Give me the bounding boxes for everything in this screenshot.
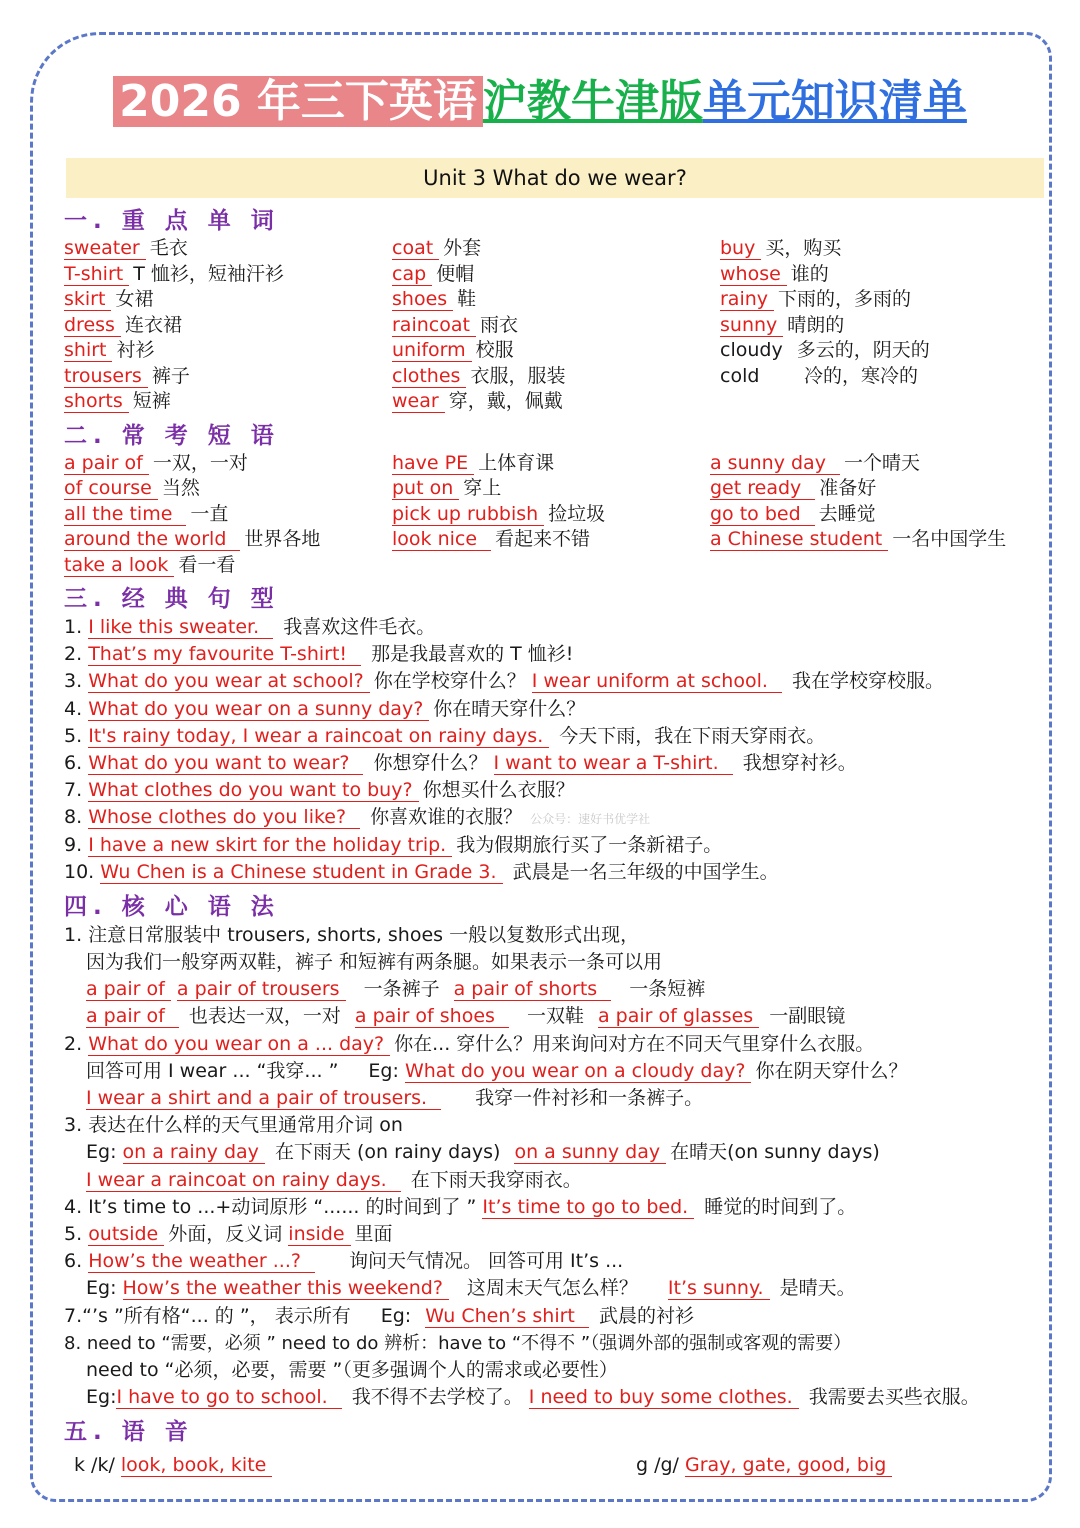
grammar-en: I wear a shirt and a pair of trousers. bbox=[86, 1087, 441, 1110]
word-en: buy bbox=[720, 237, 761, 260]
phrase-item bbox=[64, 553, 392, 579]
grammar-cn: 你在阴天穿什么？ bbox=[755, 1059, 908, 1082]
grammar-number: 2. bbox=[64, 1032, 83, 1055]
sentence-en: I like this sweater. bbox=[88, 616, 273, 639]
title-part-checklist: 单元知识清单 bbox=[702, 76, 967, 127]
phrase-cn: 去睡觉 bbox=[818, 502, 876, 525]
word-cn: 雨衣 bbox=[479, 313, 518, 336]
grammar-line bbox=[64, 1303, 1044, 1330]
grammar-cn: 我需要去买些衣服。 bbox=[808, 1386, 980, 1409]
word-en: cold bbox=[720, 364, 760, 387]
page-title bbox=[0, 66, 1080, 138]
grammar-list bbox=[64, 922, 1044, 1411]
word-cn: 衣服，服装 bbox=[470, 364, 566, 387]
grammar-cn: 一副眼镜 bbox=[769, 1005, 846, 1028]
grammar-eg: Eg: bbox=[368, 1059, 399, 1082]
grammar-line bbox=[64, 1194, 1044, 1221]
word-cn: 下雨的，多雨的 bbox=[778, 288, 912, 310]
grammar-en: on a rainy day bbox=[123, 1141, 265, 1164]
sentence-number: 6. bbox=[64, 751, 83, 774]
word-cn: 短裤 bbox=[132, 390, 171, 412]
grammar-cn: 里面 bbox=[354, 1222, 393, 1245]
grammar-text: 4. It’s time to ...+动词原形 “...... 的时间到了 ” bbox=[64, 1195, 477, 1218]
grammar-line: 1. 注意日常服装中 trousers, shorts, shoes 一般以复数形式出现， bbox=[64, 923, 640, 946]
grammar-en: a pair of glasses bbox=[598, 1005, 759, 1028]
phrase-en: a Chinese student bbox=[710, 528, 888, 551]
sentence-number: 5. bbox=[64, 724, 83, 747]
phrase-cn: 看一看 bbox=[178, 553, 236, 576]
word-en: sweater bbox=[64, 237, 146, 260]
sentence-cn: 你在学校穿什么？ bbox=[373, 670, 526, 693]
sentence-list bbox=[64, 614, 1044, 886]
sentence-item bbox=[64, 723, 1044, 750]
word-cn: 穿，戴，佩戴 bbox=[448, 390, 563, 412]
section-heading-phrases: 二. 常 考 短 语 bbox=[64, 422, 280, 449]
phrase-columns bbox=[64, 451, 1044, 579]
title-part-grade: 2026 年三下英语 bbox=[113, 76, 483, 127]
phrase-column-1 bbox=[64, 451, 392, 579]
sentence-en-answer: I want to wear a T-shirt. bbox=[494, 752, 733, 775]
sentence-cn: 你想穿什么？ bbox=[373, 751, 488, 774]
word-item bbox=[392, 338, 720, 364]
phrase-en: get ready bbox=[710, 477, 815, 500]
sentence-item bbox=[64, 859, 1044, 886]
grammar-line bbox=[64, 1248, 1044, 1275]
grammar-en: What do you wear on a cloudy day? bbox=[405, 1060, 752, 1083]
sentence-number: 4. bbox=[64, 697, 83, 720]
grammar-line bbox=[64, 1221, 1044, 1248]
sentence-cn: 你喜欢谁的衣服？ bbox=[370, 806, 523, 829]
word-item bbox=[392, 389, 720, 415]
grammar-line: 3. 表达在什么样的天气里通常用介词 on bbox=[64, 1114, 403, 1137]
word-cn: 校服 bbox=[475, 339, 514, 361]
phrase-cn: 一直 bbox=[190, 502, 229, 525]
grammar-en: I need to buy some clothes. bbox=[529, 1386, 799, 1409]
word-item bbox=[720, 262, 1044, 288]
word-column-2 bbox=[392, 236, 720, 415]
word-item bbox=[392, 287, 720, 313]
sentence-en-answer: I wear uniform at school. bbox=[532, 670, 782, 693]
phrase-en: all the time bbox=[64, 503, 186, 526]
grammar-line bbox=[64, 1139, 1044, 1166]
grammar-line bbox=[64, 1085, 1044, 1112]
word-cn: 谁的 bbox=[790, 262, 829, 285]
phrase-item bbox=[392, 527, 710, 553]
word-columns bbox=[64, 236, 1044, 415]
grammar-cn: 询问天气情况。 回答可用 It’s ... bbox=[348, 1250, 624, 1273]
sentence-item bbox=[64, 614, 1044, 641]
grammar-line bbox=[64, 976, 1044, 1003]
word-en: uniform bbox=[392, 339, 472, 362]
grammar-cn: 这周末天气怎么样？ bbox=[466, 1277, 638, 1300]
phrase-cn: 上体育课 bbox=[478, 451, 555, 474]
phrase-item bbox=[392, 451, 710, 477]
word-item bbox=[64, 313, 392, 339]
phrase-column-2 bbox=[392, 451, 710, 579]
sentence-number: 3. bbox=[64, 670, 83, 693]
sentence-cn: 你在晴天穿什么？ bbox=[433, 697, 586, 720]
word-en: sunny bbox=[720, 314, 783, 337]
word-column-3 bbox=[720, 236, 1044, 415]
word-en: skirt bbox=[64, 288, 111, 311]
sentence-cn: 我为假期旅行买了一条新裙子。 bbox=[456, 833, 723, 856]
word-cn: 衬衫 bbox=[116, 339, 155, 361]
phrase-item bbox=[710, 527, 1044, 553]
phonics-words: Gray, gate, good, big bbox=[685, 1454, 892, 1477]
phrase-en: pick up rubbish bbox=[392, 503, 544, 526]
sentence-number: 9. bbox=[64, 833, 83, 856]
sentence-number: 8. bbox=[64, 806, 83, 829]
sentence-en: What do you want to wear? bbox=[88, 752, 363, 775]
grammar-line bbox=[64, 1384, 1044, 1411]
phrase-cn: 一个晴天 bbox=[843, 451, 920, 474]
grammar-en: I wear a raincoat on rainy days. bbox=[86, 1169, 401, 1192]
grammar-cn: 武晨的衬衫 bbox=[598, 1304, 694, 1327]
phonics-label: g /g/ bbox=[636, 1454, 679, 1477]
grammar-en: a pair of bbox=[86, 978, 171, 1001]
grammar-line bbox=[64, 1167, 1044, 1194]
grammar-en: What do you wear on a ... day? bbox=[88, 1033, 390, 1056]
grammar-en: a pair of bbox=[86, 1005, 179, 1028]
word-item bbox=[392, 236, 720, 262]
grammar-text: 回答可用 I wear ... “我穿... ” bbox=[86, 1059, 339, 1082]
word-item bbox=[392, 262, 720, 288]
phrase-column-3 bbox=[710, 451, 1044, 579]
phrase-item bbox=[392, 476, 710, 502]
word-cn: 毛衣 bbox=[149, 237, 188, 259]
word-cn: 多云的，阴天的 bbox=[796, 339, 930, 361]
word-en: shirt bbox=[64, 339, 112, 362]
grammar-en: on a sunny day bbox=[514, 1141, 666, 1164]
grammar-en: It’s sunny. bbox=[668, 1277, 770, 1300]
word-cn: 便帽 bbox=[436, 262, 475, 285]
word-cn: 买，购买 bbox=[765, 237, 842, 259]
grammar-line: 8. need to “需要，必须 ” need to do 辨析：have to “不得不 ”（强调外部的强制或客观的需要） bbox=[64, 1332, 852, 1354]
sentence-number: 7. bbox=[64, 779, 83, 802]
grammar-eg: Eg: bbox=[86, 1386, 117, 1409]
word-item bbox=[64, 364, 392, 390]
grammar-eg: Eg: bbox=[86, 1141, 117, 1164]
phrase-en: go to bed bbox=[710, 503, 815, 526]
sentence-item bbox=[64, 804, 1044, 831]
phrase-cn: 世界各地 bbox=[244, 528, 321, 550]
grammar-line: 因为我们一般穿两双鞋，裤子 和短裤有两条腿。如果表示一条可以用 bbox=[86, 951, 663, 974]
title-part-edition: 沪教牛津版 bbox=[482, 76, 703, 127]
grammar-cn: 一双鞋 bbox=[526, 1005, 584, 1028]
sentence-item bbox=[64, 777, 1044, 804]
grammar-cn: 在下雨天 (on rainy days) bbox=[274, 1141, 501, 1164]
grammar-en: How’s the weather this weekend? bbox=[123, 1277, 449, 1300]
sentence-cn: 武晨是一名三年级的中国学生。 bbox=[512, 860, 779, 883]
phrase-item bbox=[710, 451, 1044, 477]
word-en: cloudy bbox=[720, 339, 783, 361]
word-en: shoes bbox=[392, 288, 453, 311]
phrase-cn: 一名中国学生 bbox=[892, 528, 1007, 550]
phrase-en: a pair of bbox=[64, 452, 149, 475]
sentence-number: 10. bbox=[64, 860, 95, 883]
word-item bbox=[64, 287, 392, 313]
word-item bbox=[720, 236, 1044, 262]
sentence-en: That’s my favourite T-shirt! bbox=[88, 643, 361, 666]
sentence-item bbox=[64, 696, 1044, 723]
word-en: raincoat bbox=[392, 314, 476, 337]
word-cn: 鞋 bbox=[457, 288, 477, 310]
sentence-cn: 我喜欢这件毛衣。 bbox=[283, 616, 436, 638]
grammar-line: need to “必须，必要，需要 ”（更多强调个人的需求或必要性） bbox=[86, 1358, 618, 1381]
word-item bbox=[64, 338, 392, 364]
word-column-1 bbox=[64, 236, 392, 415]
sentence-number: 2. bbox=[64, 643, 83, 666]
sentence-en: Wu Chen is a Chinese student in Grade 3. bbox=[100, 861, 502, 884]
word-item bbox=[720, 287, 1044, 313]
sentence-item bbox=[64, 750, 1044, 777]
sentence-cn: 今天下雨，我在下雨天穿雨衣。 bbox=[559, 724, 826, 747]
word-item bbox=[64, 262, 392, 288]
phonics-row bbox=[64, 1447, 1044, 1483]
phonics-g bbox=[636, 1447, 892, 1483]
phrase-cn: 准备好 bbox=[819, 477, 877, 499]
word-en: trousers bbox=[64, 365, 148, 388]
word-en: cap bbox=[392, 263, 432, 286]
word-cn: 连衣裙 bbox=[124, 313, 182, 336]
word-item bbox=[720, 338, 1044, 364]
word-en: shorts bbox=[64, 390, 129, 413]
phrase-item bbox=[64, 476, 392, 502]
word-en: clothes bbox=[392, 365, 466, 388]
grammar-cn: 我穿一件衬衫和一条裤子。 bbox=[475, 1087, 704, 1109]
content bbox=[64, 200, 1044, 1483]
word-en: rainy bbox=[720, 288, 774, 311]
section-heading-phonics: 五. 语 音 bbox=[64, 1419, 194, 1446]
phrase-cn: 看起来不错 bbox=[495, 528, 591, 550]
unit-title-bar: Unit 3 What do we wear? bbox=[66, 158, 1044, 198]
word-cn: 裤子 bbox=[151, 364, 190, 387]
word-en: whose bbox=[720, 263, 787, 286]
sentence-cn-answer: 我在学校穿校服。 bbox=[791, 670, 944, 693]
word-en: coat bbox=[392, 237, 439, 260]
section-heading-grammar: 四. 核 心 语 法 bbox=[64, 893, 280, 920]
phrase-en: of course bbox=[64, 477, 158, 500]
word-cn: T 恤衫，短袖汗衫 bbox=[133, 262, 284, 285]
grammar-en: How’s the weather ...? bbox=[88, 1250, 315, 1273]
grammar-en: a pair of shoes bbox=[355, 1005, 509, 1028]
phrase-en: have PE bbox=[392, 452, 474, 475]
word-item bbox=[64, 236, 392, 262]
grammar-en: inside bbox=[288, 1223, 350, 1246]
phrase-en: put on bbox=[392, 477, 459, 500]
phrase-item bbox=[64, 451, 392, 477]
sentence-en: It's rainy today, I wear a raincoat on rainy days. bbox=[88, 725, 549, 748]
grammar-line bbox=[64, 1058, 1044, 1085]
sentence-cn: 你想买什么衣服？ bbox=[422, 779, 575, 802]
word-item bbox=[720, 364, 1044, 390]
word-cn: 外套 bbox=[443, 237, 482, 259]
grammar-eg: Eg: bbox=[380, 1304, 412, 1327]
phrase-item bbox=[710, 502, 1044, 528]
sentence-item bbox=[64, 641, 1044, 668]
grammar-en: I have to go to school. bbox=[116, 1386, 341, 1409]
grammar-en: a pair of trousers bbox=[177, 978, 346, 1001]
grammar-text: 7.“’s ”所有格“... 的 ”， 表示所有 bbox=[64, 1304, 351, 1327]
watermark-text: 公众号：速好书优学社 bbox=[530, 812, 651, 827]
word-item bbox=[392, 364, 720, 390]
phrase-item bbox=[64, 527, 392, 553]
phonics-label: k /k/ bbox=[74, 1454, 115, 1477]
word-en: T-shirt bbox=[64, 263, 129, 286]
sentence-cn-answer: 我想穿衬衫。 bbox=[742, 751, 857, 774]
grammar-cn: 外面，反义词 bbox=[168, 1222, 283, 1245]
word-item bbox=[64, 389, 392, 415]
sentence-en: What do you wear at school? bbox=[88, 670, 370, 693]
grammar-cn: 你在... 穿什么？用来询问对方在不同天气里穿什么衣服。 bbox=[394, 1032, 875, 1055]
phrase-en: look nice bbox=[392, 528, 491, 551]
grammar-number: 5. bbox=[64, 1222, 83, 1245]
sentence-en: What do you wear on a sunny day? bbox=[88, 698, 429, 721]
grammar-en: outside bbox=[88, 1223, 164, 1246]
phrase-item bbox=[710, 476, 1044, 502]
section-heading-sentences: 三. 经 典 句 型 bbox=[64, 586, 280, 612]
phrase-en: a sunny day bbox=[710, 452, 840, 475]
word-item bbox=[720, 313, 1044, 339]
phonics-k bbox=[74, 1447, 272, 1483]
grammar-cn: 我不得不去学校了。 bbox=[351, 1386, 523, 1409]
phrase-cn: 捡垃圾 bbox=[548, 502, 606, 525]
phrase-cn: 当然 bbox=[161, 477, 200, 499]
word-cn: 女裙 bbox=[115, 288, 154, 310]
phrase-en: around the world bbox=[64, 528, 240, 551]
grammar-cn: 在下雨天我穿雨衣。 bbox=[410, 1168, 582, 1191]
grammar-eg: Eg: bbox=[86, 1277, 117, 1300]
sentence-cn: 那是我最喜欢的 T 恤衫! bbox=[371, 643, 574, 666]
grammar-cn: 一条短裤 bbox=[629, 978, 706, 1001]
sentence-en: I have a new skirt for the holiday trip. bbox=[88, 834, 452, 857]
word-item bbox=[392, 313, 720, 339]
phrase-item bbox=[64, 502, 392, 528]
grammar-line bbox=[64, 1003, 1044, 1030]
grammar-cn: 也表达一双，一对 bbox=[188, 1005, 341, 1028]
phonics-words: look, book, kite bbox=[121, 1454, 272, 1477]
grammar-number: 6. bbox=[64, 1250, 83, 1273]
grammar-cn: 在晴天(on sunny days) bbox=[670, 1141, 880, 1164]
grammar-en: It’s time to go to bed. bbox=[482, 1196, 694, 1219]
section-heading-words: 一. 重 点 单 词 bbox=[64, 208, 280, 234]
grammar-line bbox=[64, 1031, 1044, 1058]
grammar-cn: 是晴天。 bbox=[779, 1277, 856, 1300]
sentence-item bbox=[64, 668, 1044, 695]
sentence-number: 1. bbox=[64, 616, 83, 638]
sentence-en: Whose clothes do you like? bbox=[88, 806, 360, 829]
phrase-en: take a look bbox=[64, 554, 174, 577]
grammar-line bbox=[64, 1275, 1044, 1302]
grammar-en: a pair of shorts bbox=[454, 978, 612, 1001]
sentence-en: What clothes do you want to buy? bbox=[88, 779, 418, 802]
word-cn: 晴朗的 bbox=[787, 313, 845, 336]
word-en: wear bbox=[392, 390, 445, 413]
phrase-cn: 一双，一对 bbox=[152, 451, 248, 474]
word-en: dress bbox=[64, 314, 121, 337]
phrase-item bbox=[392, 502, 710, 528]
word-cn: 冷的，寒冷的 bbox=[804, 364, 919, 387]
phrase-cn: 穿上 bbox=[463, 477, 502, 499]
grammar-cn: 一条裤子 bbox=[363, 978, 440, 1001]
grammar-cn: 睡觉的时间到了。 bbox=[704, 1195, 857, 1218]
sentence-item bbox=[64, 832, 1044, 859]
grammar-en: Wu Chen’s shirt bbox=[425, 1305, 589, 1328]
